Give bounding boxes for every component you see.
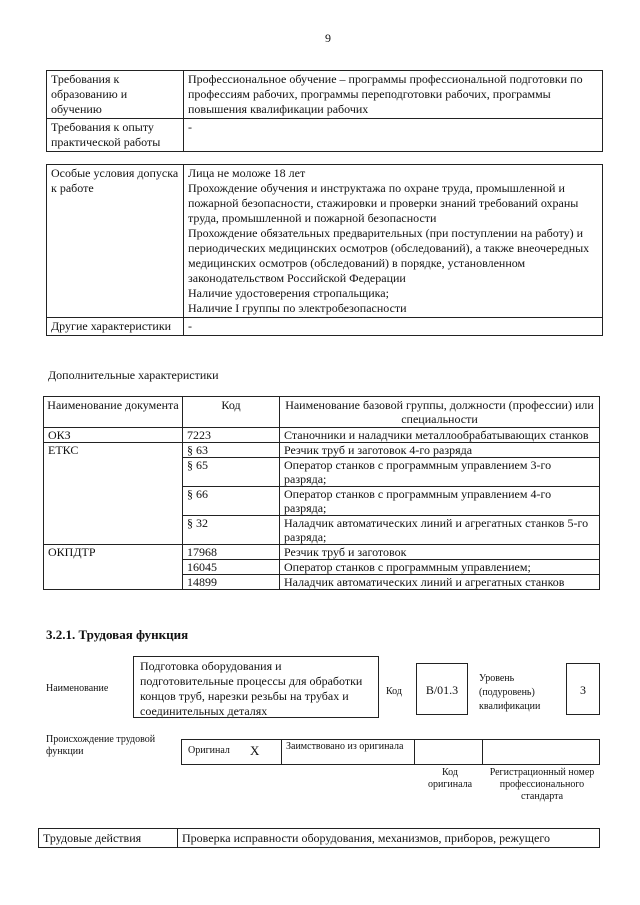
page-number: 9 [325,31,331,45]
code-cell: § 66 [183,487,280,516]
function-name-label: Наименование [46,683,109,694]
occupation-name: Станочники и наладчики металлообрабатывающих станков [280,428,600,443]
code-cell: 7223 [183,428,280,443]
qualification-level-box: 3 [566,663,600,715]
special-conditions-label: Особые условия допуска к работе [47,165,184,318]
condition-line: Прохождение обучения и инструктажа по охране труда, промышленной и пожарной безопасности, стажировки и проверки знаний требований охраны труда, промышленной и пожарной безопасности [188,181,579,225]
document-name: ОКПДТР [44,545,183,590]
document-name: ЕТКС [44,443,183,545]
registration-number-cell [483,740,599,764]
classification-table [43,396,600,590]
original-mark: X [250,743,260,758]
column-header: Код [183,397,280,428]
special-conditions-value [184,165,603,318]
table-header-row [44,397,600,428]
education-label: Требования к образованию и обучению [47,71,184,119]
borrowed-cell [282,740,415,764]
table-row [44,545,600,560]
table-row [44,428,600,443]
code-cell: 16045 [183,560,280,575]
occupation-name: Резчик труб и заготовок 4-го разряда [280,443,600,458]
table-row [47,165,603,318]
occupation-name: Резчик труб и заготовок [280,545,600,560]
labor-actions-table [38,828,600,848]
code-cell: 17968 [183,545,280,560]
document-name: ОКЗ [44,428,183,443]
other-characteristics-value: - [184,318,603,336]
code-cell: § 32 [183,516,280,545]
occupation-name: Наладчик автоматических линий и агрегатных станков [280,575,600,590]
table-row [47,71,603,119]
table-row [44,443,600,458]
section-title: 3.2.1. Трудовая функция [46,627,189,642]
original-cell [182,740,282,764]
column-header: Наименование базовой группы, должности (профессии) или специальности [280,397,600,428]
registration-number-caption: Регистрационный номер профессионального стандарта [489,767,595,802]
labor-actions-label: Трудовые действия [39,829,178,848]
condition-line: Наличие удостоверения стропальщика; [188,286,389,300]
borrowed-label: Заимствовано из оригинала [286,741,404,752]
original-label: Оригинал [188,745,230,756]
column-header: Наименование документа [44,397,183,428]
experience-label: Требования к опыту практической работы [47,119,184,152]
original-code-caption: Код оригинала [427,767,473,790]
function-code-box: B/01.3 [416,663,468,715]
function-name-box: Подготовка оборудования и подготовительные процессы для обработки концов труб, нарезки резьбы на трубах и соединительных деталях [133,656,379,718]
code-cell: 14899 [183,575,280,590]
qualification-level-label: Уровень (подуровень) квалификации [479,673,541,712]
table-row [47,119,603,152]
condition-line: Прохождение обязательных предварительных (при поступлении на работу) и периодических медицинских осмотров (обследований), а также внеочередных медицинских осмотров (обследований) в порядке, установленном законодательством Российской Федерации [188,226,590,285]
table-row [47,318,603,336]
occupation-name: Оператор станков с программным управлением 3-го разряда; [280,458,600,487]
code-cell: § 65 [183,458,280,487]
function-code-label: Код [386,686,402,697]
condition-line: Наличие I группы по электробезопасности [188,301,407,315]
function-origin-label: Происхождение трудовой функции [46,734,156,757]
origin-row [181,739,600,765]
experience-value: - [184,119,603,152]
education-value: Профессиональное обучение – программы профессиональной подготовки по профессиям рабочих, программы переподготовки рабочих, программы повышения квалификации рабочих [184,71,603,119]
occupation-name: Оператор станков с программным управлением; [280,560,600,575]
additional-characteristics-heading: Дополнительные характеристики [48,368,219,382]
condition-line: Лица не моложе 18 лет [188,166,306,180]
occupation-name: Оператор станков с программным управлением 4-го разряда; [280,487,600,516]
education-requirements-table [46,70,603,152]
labor-actions-value: Проверка исправности оборудования, механизмов, приборов, режущего [178,829,600,848]
code-cell: § 63 [183,443,280,458]
table-row [39,829,600,848]
occupation-name: Наладчик автоматических линий и агрегатных станков 5-го разряда; [280,516,600,545]
other-characteristics-label: Другие характеристики [47,318,184,336]
original-code-cell [415,740,483,764]
admission-conditions-table [46,164,603,336]
